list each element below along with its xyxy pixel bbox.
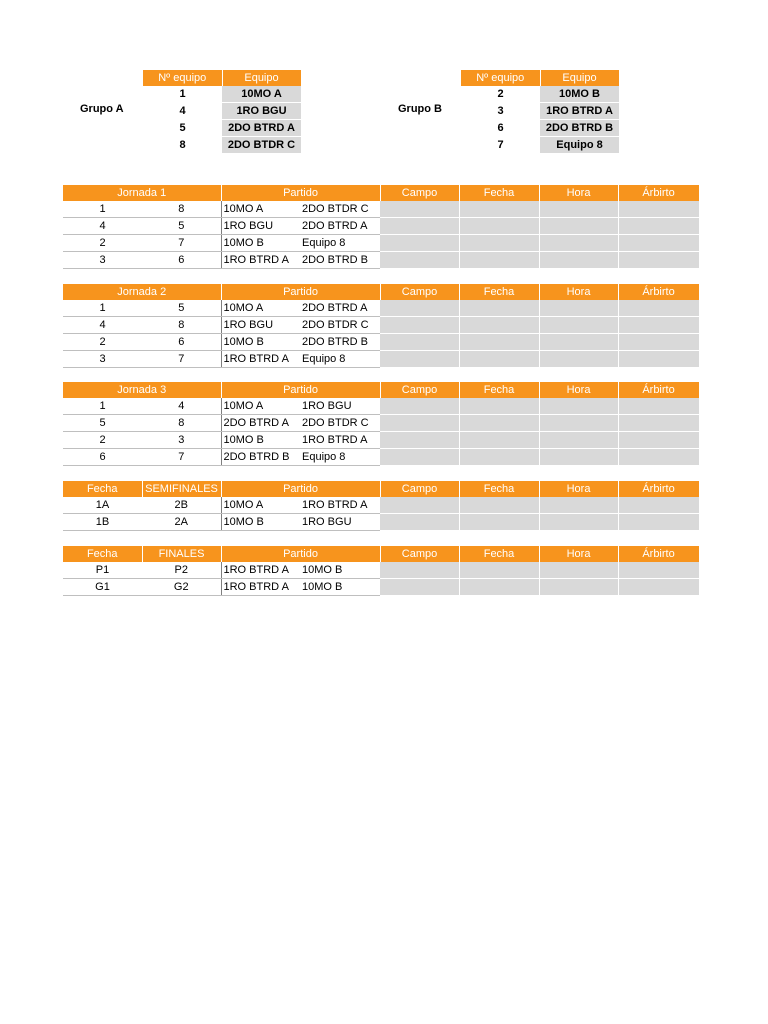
arbitro-cell[interactable] xyxy=(618,497,699,514)
fecha-header: Fecha xyxy=(459,185,539,201)
hora-header: Hora xyxy=(539,284,618,300)
team-number-home: 2 xyxy=(63,334,142,351)
team-home: 1RO BTRD A xyxy=(221,562,300,579)
campo-cell[interactable] xyxy=(380,351,459,368)
campo-cell[interactable] xyxy=(380,562,459,579)
fecha-cell[interactable] xyxy=(459,562,539,579)
arbitro-header: Árbirto xyxy=(618,185,699,201)
hora-cell[interactable] xyxy=(539,514,618,531)
group-a-num-header: Nº equipo xyxy=(143,70,222,86)
campo-cell[interactable] xyxy=(380,449,459,466)
group-a-team: 1RO BGU xyxy=(222,103,301,120)
arbitro-cell[interactable] xyxy=(618,562,699,579)
group-b-team: 2DO BTRD B xyxy=(540,120,619,137)
hora-cell[interactable] xyxy=(539,201,618,218)
team-home: 1RO BGU xyxy=(221,317,300,334)
hora-cell[interactable] xyxy=(539,300,618,317)
team-home: 2DO BTRD A xyxy=(221,415,300,432)
team-number-home: 2 xyxy=(63,235,142,252)
team-number-home: 4 xyxy=(63,317,142,334)
team-away: Equipo 8 xyxy=(300,351,380,368)
hora-cell[interactable] xyxy=(539,334,618,351)
campo-cell[interactable] xyxy=(380,497,459,514)
arbitro-cell[interactable] xyxy=(618,334,699,351)
team-home: 1RO BTRD A xyxy=(221,579,300,596)
hora-header: Hora xyxy=(539,185,618,201)
arbitro-header: Árbirto xyxy=(618,382,699,398)
team-number-home: 6 xyxy=(63,449,142,466)
hora-header: Hora xyxy=(539,481,618,497)
hora-cell[interactable] xyxy=(539,351,618,368)
group-a-label: Grupo A xyxy=(80,103,124,115)
team-number-home: 1 xyxy=(63,201,142,218)
seed-away: 2A xyxy=(142,514,221,531)
campo-cell[interactable] xyxy=(380,398,459,415)
match-row xyxy=(63,497,699,514)
seed-away: P2 xyxy=(142,562,221,579)
match-row xyxy=(63,514,699,531)
team-away: 2DO BTRD A xyxy=(300,300,380,317)
campo-cell[interactable] xyxy=(380,579,459,596)
fecha-header: Fecha xyxy=(459,382,539,398)
team-home: 1RO BTRD A xyxy=(221,351,300,368)
arbitro-cell[interactable] xyxy=(618,514,699,531)
partido-header: Partido xyxy=(221,284,380,300)
team-home: 10MO A xyxy=(221,398,300,415)
seed-away: 2B xyxy=(142,497,221,514)
semifinales-table xyxy=(63,481,700,531)
team-home: 10MO B xyxy=(221,235,300,252)
campo-header: Campo xyxy=(380,185,459,201)
group-b-num-header: Nº equipo xyxy=(461,70,540,86)
hora-header: Hora xyxy=(539,546,618,562)
seed-away: G2 xyxy=(142,579,221,596)
team-number-home: 2 xyxy=(63,432,142,449)
group-b-team: 1RO BTRD A xyxy=(540,103,619,120)
jornada-2-table xyxy=(63,284,700,368)
group-b-num: 3 xyxy=(497,105,504,117)
match-row xyxy=(63,252,699,269)
match-row xyxy=(63,449,699,466)
team-away: 2DO BTRD B xyxy=(300,334,380,351)
hora-cell[interactable] xyxy=(539,252,618,269)
fecha-cell[interactable] xyxy=(459,300,539,317)
fecha-cell[interactable] xyxy=(459,201,539,218)
partido-header: Partido xyxy=(221,481,380,497)
arbitro-cell[interactable] xyxy=(618,252,699,269)
hora-cell[interactable] xyxy=(539,579,618,596)
partido-header: Partido xyxy=(221,382,380,398)
match-row xyxy=(63,398,699,415)
fecha-header: Fecha xyxy=(459,546,539,562)
arbitro-cell[interactable] xyxy=(618,398,699,415)
fecha-cell[interactable] xyxy=(459,415,539,432)
fecha-cell[interactable] xyxy=(459,449,539,466)
team-away: 2DO BTDR C xyxy=(300,317,380,334)
campo-header: Campo xyxy=(380,382,459,398)
fecha-header: Fecha xyxy=(459,481,539,497)
team-home: 10MO B xyxy=(221,432,300,449)
team-home: 10MO A xyxy=(221,201,300,218)
seed-home: 1B xyxy=(63,514,142,531)
team-home: 1RO BTRD A xyxy=(221,252,300,269)
fecha-cell[interactable] xyxy=(459,252,539,269)
fecha-cell[interactable] xyxy=(459,432,539,449)
match-row xyxy=(63,579,699,596)
team-number-home: 1 xyxy=(63,398,142,415)
team-away: 1RO BGU xyxy=(300,398,380,415)
arbitro-cell[interactable] xyxy=(618,300,699,317)
hora-cell[interactable] xyxy=(539,497,618,514)
campo-cell[interactable] xyxy=(380,201,459,218)
campo-cell[interactable] xyxy=(380,415,459,432)
campo-cell[interactable] xyxy=(380,235,459,252)
campo-cell[interactable] xyxy=(380,252,459,269)
arbitro-cell[interactable] xyxy=(618,317,699,334)
team-number-away: 3 xyxy=(142,432,221,449)
fecha-cell[interactable] xyxy=(459,235,539,252)
team-away: Equipo 8 xyxy=(300,449,380,466)
fecha-round-header: Fecha xyxy=(63,546,142,562)
round-header: Jornada 1 xyxy=(63,185,221,201)
team-number-away: 8 xyxy=(142,201,221,218)
match-row xyxy=(63,562,699,579)
team-away: 1RO BTRD A xyxy=(300,432,380,449)
match-row xyxy=(63,317,699,334)
match-row xyxy=(63,201,699,218)
semifinales-header: SEMIFINALES xyxy=(142,481,221,497)
hora-cell[interactable] xyxy=(539,235,618,252)
team-away: 2DO BTRD A xyxy=(300,218,380,235)
team-number-away: 7 xyxy=(142,351,221,368)
match-row xyxy=(63,235,699,252)
match-row xyxy=(63,415,699,432)
group-b-num: 6 xyxy=(497,122,504,134)
team-number-home: 3 xyxy=(63,252,142,269)
hora-cell[interactable] xyxy=(539,398,618,415)
team-home: 10MO A xyxy=(221,300,300,317)
arbitro-cell[interactable] xyxy=(618,449,699,466)
finales-header: FINALES xyxy=(142,546,221,562)
team-number-away: 8 xyxy=(142,415,221,432)
campo-cell[interactable] xyxy=(380,334,459,351)
jornada-1-table xyxy=(63,185,700,269)
arbitro-cell[interactable] xyxy=(618,201,699,218)
campo-cell[interactable] xyxy=(380,514,459,531)
team-away: 2DO BTDR C xyxy=(300,201,380,218)
team-home: 1RO BGU xyxy=(221,218,300,235)
campo-header: Campo xyxy=(380,284,459,300)
team-home: 10MO B xyxy=(221,334,300,351)
team-number-away: 6 xyxy=(142,334,221,351)
team-number-away: 7 xyxy=(142,235,221,252)
seed-home: G1 xyxy=(63,579,142,596)
match-row xyxy=(63,300,699,317)
hora-header: Hora xyxy=(539,382,618,398)
hora-cell[interactable] xyxy=(539,415,618,432)
arbitro-header: Árbirto xyxy=(618,546,699,562)
group-b-label: Grupo B xyxy=(398,103,442,115)
arbitro-cell[interactable] xyxy=(618,415,699,432)
team-home: 10MO B xyxy=(221,514,300,531)
group-a-num: 4 xyxy=(179,105,186,117)
group-a-table xyxy=(143,70,302,154)
team-number-home: 3 xyxy=(63,351,142,368)
team-away: 1RO BTRD A xyxy=(300,497,380,514)
fecha-cell[interactable] xyxy=(459,317,539,334)
arbitro-cell[interactable] xyxy=(618,432,699,449)
group-b-num: 2 xyxy=(497,88,504,101)
team-away: 10MO B xyxy=(300,579,380,596)
campo-cell[interactable] xyxy=(380,300,459,317)
round-header: Jornada 3 xyxy=(63,382,221,398)
campo-cell[interactable] xyxy=(380,432,459,449)
group-a-team: 2DO BTDR C xyxy=(222,137,301,154)
group-b-team: Equipo 8 xyxy=(540,137,619,154)
jornada-3-table xyxy=(63,382,700,466)
team-home: 10MO A xyxy=(221,497,300,514)
hora-cell[interactable] xyxy=(539,218,618,235)
team-number-away: 4 xyxy=(142,398,221,415)
seed-home: P1 xyxy=(63,562,142,579)
fecha-cell[interactable] xyxy=(459,579,539,596)
team-number-away: 6 xyxy=(142,252,221,269)
campo-header: Campo xyxy=(380,481,459,497)
fecha-header: Fecha xyxy=(459,284,539,300)
fecha-cell[interactable] xyxy=(459,334,539,351)
group-a-team: 10MO A xyxy=(222,86,301,103)
arbitro-cell[interactable] xyxy=(618,218,699,235)
team-home: 2DO BTRD B xyxy=(221,449,300,466)
team-number-home: 1 xyxy=(63,300,142,317)
partido-header: Partido xyxy=(221,546,380,562)
group-b-num: 7 xyxy=(497,139,504,151)
team-number-away: 7 xyxy=(142,449,221,466)
group-a-num: 5 xyxy=(179,122,186,134)
fecha-round-header: Fecha xyxy=(63,481,142,497)
team-number-home: 5 xyxy=(63,415,142,432)
team-number-away: 5 xyxy=(142,218,221,235)
team-number-away: 8 xyxy=(142,317,221,334)
partido-header: Partido xyxy=(221,185,380,201)
group-a-team-header: Equipo xyxy=(222,70,301,86)
group-b-team-header: Equipo xyxy=(540,70,619,86)
hora-cell[interactable] xyxy=(539,449,618,466)
team-away: 10MO B xyxy=(300,562,380,579)
arbitro-header: Árbirto xyxy=(618,481,699,497)
team-away: 2DO BTRD B xyxy=(300,252,380,269)
finales-table xyxy=(63,546,700,596)
fecha-cell[interactable] xyxy=(459,398,539,415)
group-a-team: 2DO BTRD A xyxy=(222,120,301,137)
team-away: 1RO BGU xyxy=(300,514,380,531)
team-away: Equipo 8 xyxy=(300,235,380,252)
hora-cell[interactable] xyxy=(539,317,618,334)
group-a-num: 1 xyxy=(179,88,186,101)
arbitro-header: Árbirto xyxy=(618,284,699,300)
fecha-cell[interactable] xyxy=(459,351,539,368)
group-b-table xyxy=(461,70,620,154)
team-number-home: 4 xyxy=(63,218,142,235)
campo-cell[interactable] xyxy=(380,317,459,334)
fecha-cell[interactable] xyxy=(459,218,539,235)
arbitro-cell[interactable] xyxy=(618,235,699,252)
fecha-cell[interactable] xyxy=(459,514,539,531)
match-row xyxy=(63,432,699,449)
seed-home: 1A xyxy=(63,497,142,514)
arbitro-cell[interactable] xyxy=(618,351,699,368)
match-row xyxy=(63,334,699,351)
group-a-num: 8 xyxy=(179,139,186,151)
group-b-team: 10MO B xyxy=(540,86,619,103)
match-row xyxy=(63,351,699,368)
match-row xyxy=(63,218,699,235)
hora-cell[interactable] xyxy=(539,562,618,579)
team-away: 2DO BTDR C xyxy=(300,415,380,432)
hora-cell[interactable] xyxy=(539,432,618,449)
round-header: Jornada 2 xyxy=(63,284,221,300)
campo-cell[interactable] xyxy=(380,218,459,235)
campo-header: Campo xyxy=(380,546,459,562)
team-number-away: 5 xyxy=(142,300,221,317)
arbitro-cell[interactable] xyxy=(618,579,699,596)
fecha-cell[interactable] xyxy=(459,497,539,514)
